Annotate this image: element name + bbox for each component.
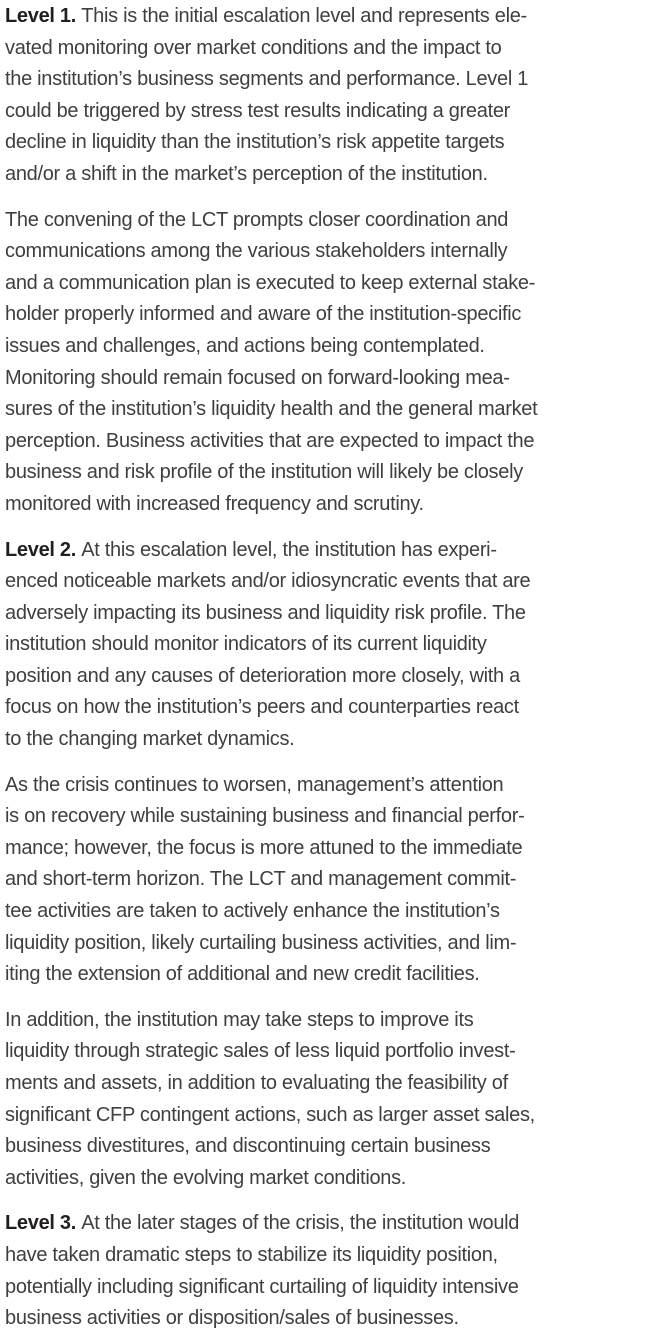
paragraph-label: Level 1. [5, 5, 82, 27]
text-line: and/or a shift in the market’s perception of the institution. [5, 162, 488, 185]
text-line: decline in liquidity than the institution’s risk appetite targets [5, 131, 505, 154]
paragraph [5, 205, 642, 521]
text-line: to the changing market dynamics. [5, 728, 295, 751]
text-line: As the crisis continues to worsen, management’s attention [5, 773, 504, 796]
text-line: iting the extension of additional and new credit facilities. [5, 963, 480, 986]
text-line: sures of the institution’s liquidity health and the general market [5, 398, 538, 421]
paragraph-label: Level 3. [5, 1212, 82, 1235]
text-line: have taken dramatic steps to stabilize its liquidity position, [5, 1243, 498, 1266]
text-line: At this escalation level, the institution has experi- [81, 538, 497, 561]
text-line: is on recovery while sustaining business and financial perfor- [5, 805, 525, 828]
text-line: liquidity through strategic sales of less liquid portfolio invest- [5, 1040, 516, 1063]
text-line: business and risk profile of the institution will likely be closely [5, 461, 523, 484]
text-line: Monitoring should remain focused on forward-looking mea- [5, 366, 510, 389]
text-line: vated monitoring over market conditions and the impact to [5, 36, 502, 59]
text-line: and a communication plan is executed to keep external stake- [5, 271, 536, 294]
text-line: liquidity position, likely curtailing business activities, and lim- [5, 931, 517, 954]
text-line: adversely impacting its business and liquidity risk profile. The [5, 601, 526, 624]
text-line: activities, given the evolving market conditions. [5, 1166, 407, 1189]
text-line: issues and challenges, and actions being contemplated. [5, 334, 485, 357]
text-line: tee activities are taken to actively enhance the institution’s [5, 900, 500, 923]
text-line: the institution’s business segments and performance. Level 1 [5, 68, 529, 91]
text-line: ments and assets, in addition to evaluating the feasibility of [5, 1072, 508, 1094]
text-line: business activities or disposition/sales of businesses. [5, 1307, 459, 1330]
text-line: This is the initial escalation level and represents ele- [81, 5, 527, 27]
text-line: At the later stages of the crisis, the institution would [81, 1212, 520, 1235]
paragraph [5, 535, 642, 756]
document-body [5, 1, 642, 1335]
text-line: communications among the various stakeholders internally [5, 240, 508, 263]
text-line: potentially including significant curtailing of liquidity intensive [5, 1275, 519, 1298]
paragraph [5, 770, 642, 991]
text-line: position and any causes of deterioration more closely, with a [5, 664, 520, 687]
text-line: could be triggered by stress test results indicating a greater [5, 99, 511, 122]
text-line: monitored with increased frequency and scrutiny. [5, 492, 424, 515]
paragraph-label: Level 2. [5, 538, 82, 561]
text-line: holder properly informed and aware of the institution-specific [5, 303, 522, 326]
text-line: and short-term horizon. The LCT and management commit- [5, 868, 517, 891]
text-line: focus on how the institution’s peers and counterparties react [5, 696, 519, 719]
text-line: significant CFP contingent actions, such as larger asset sales, [5, 1103, 535, 1126]
text-line: business divestitures, and discontinuing certain business [5, 1135, 491, 1158]
text-line: enced noticeable markets and/or idiosyncratic events that are [5, 570, 531, 593]
paragraph [5, 1208, 642, 1334]
text-line: The convening of the LCT prompts closer coordination and [5, 208, 509, 231]
paragraph [5, 1, 642, 191]
text-line: In addition, the institution may take steps to improve its [5, 1008, 474, 1031]
text-line: perception. Business activities that are expected to impact the [5, 429, 535, 452]
text-line: institution should monitor indicators of its current liquidity [5, 633, 487, 656]
paragraph [5, 1005, 642, 1195]
text-line: mance; however, the focus is more attuned to the immediate [5, 836, 523, 859]
